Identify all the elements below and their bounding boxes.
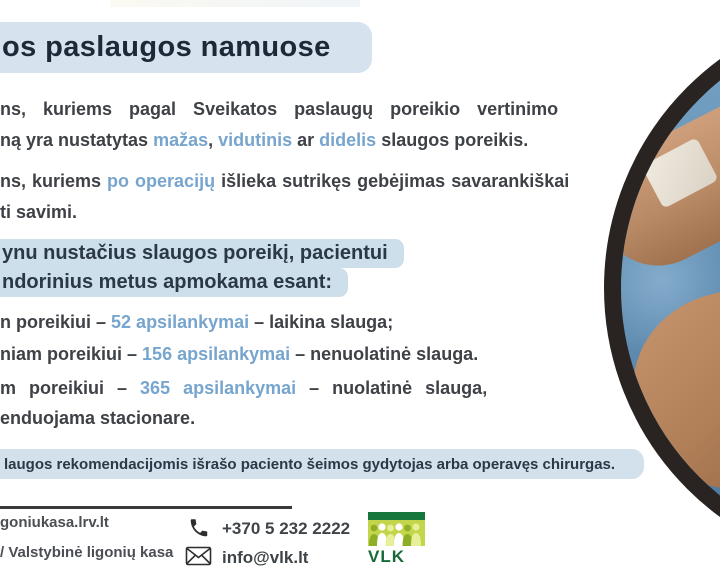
text-segment: – nuolatinė slauga, xyxy=(296,378,488,398)
bullet-item-3 xyxy=(0,379,487,397)
accent-52-apsilankymai: 52 apsilankymai xyxy=(111,312,250,332)
page-title: os paslaugos namuose xyxy=(2,31,331,63)
title-banner xyxy=(0,22,372,73)
bullet-item-3-continuation: enduojama stacionare. xyxy=(0,408,196,428)
text-segment: išlieka sutrikęs gebėjimas savarankiškai xyxy=(215,171,570,191)
text-segment: – laikina slauga; xyxy=(249,312,394,332)
website-text: goniukasa.lrv.lt xyxy=(0,514,109,531)
text-segment: , xyxy=(208,130,219,150)
text-segment: n poreikiui – xyxy=(0,312,112,332)
social-text: / Valstybinė ligonių kasa xyxy=(0,544,174,561)
phone-number: +370 5 232 2222 xyxy=(222,519,351,538)
top-cutoff-strip xyxy=(110,0,360,7)
email-address: info@vlk.lt xyxy=(222,548,309,567)
text-segment: ną yra nustatytas xyxy=(0,130,154,150)
logo-text: VLK xyxy=(368,547,405,566)
vlk-logo xyxy=(368,512,425,570)
highlight-line1: ynu nustačius slaugos poreikį, pacientui xyxy=(0,239,404,268)
accent-mazas: mažas xyxy=(153,130,209,150)
text-segment: niam poreikiui – xyxy=(0,344,143,364)
accent-po-operaciju: po operacijų xyxy=(107,171,216,191)
recommendation-text: laugos rekomendacijomis išrašo paciento šeimos gydytojas arba operavęs chirurgas. xyxy=(4,455,616,473)
phone-icon xyxy=(188,517,210,544)
text-segment: slaugos poreikis. xyxy=(376,130,529,150)
accent-365-apsilankymai: 365 apsilankymai xyxy=(140,378,297,398)
text-segment: ns, kuriems xyxy=(0,171,108,191)
paragraph2-line1 xyxy=(0,172,569,190)
logo-people-icon xyxy=(368,520,425,546)
paragraph1-line2 xyxy=(0,131,528,149)
text-segment: – nenuolatinė slauga. xyxy=(290,344,479,364)
accent-vidutinis: vidutinis xyxy=(218,130,293,150)
paragraph2-line2: ti savimi. xyxy=(0,202,78,222)
accent-didelis: didelis xyxy=(319,130,377,150)
footer-divider xyxy=(0,506,292,509)
text-segment: m poreikiui – xyxy=(0,378,141,398)
recommendation-banner xyxy=(0,449,644,479)
text-segment: ar xyxy=(292,130,320,150)
email-icon xyxy=(185,546,212,571)
patient-photo xyxy=(604,4,720,572)
accent-156-apsilankymai: 156 apsilankymai xyxy=(142,344,291,364)
highlight-line2: ndorinius metus apmokama esant: xyxy=(0,268,348,297)
paragraph1-line1: ns, kuriems pagal Sveikatos paslaugų poreikio vertinimo xyxy=(0,99,559,119)
bullet-item-2 xyxy=(0,345,478,363)
logo-green-band xyxy=(368,512,425,520)
bullet-item-1 xyxy=(0,313,393,331)
